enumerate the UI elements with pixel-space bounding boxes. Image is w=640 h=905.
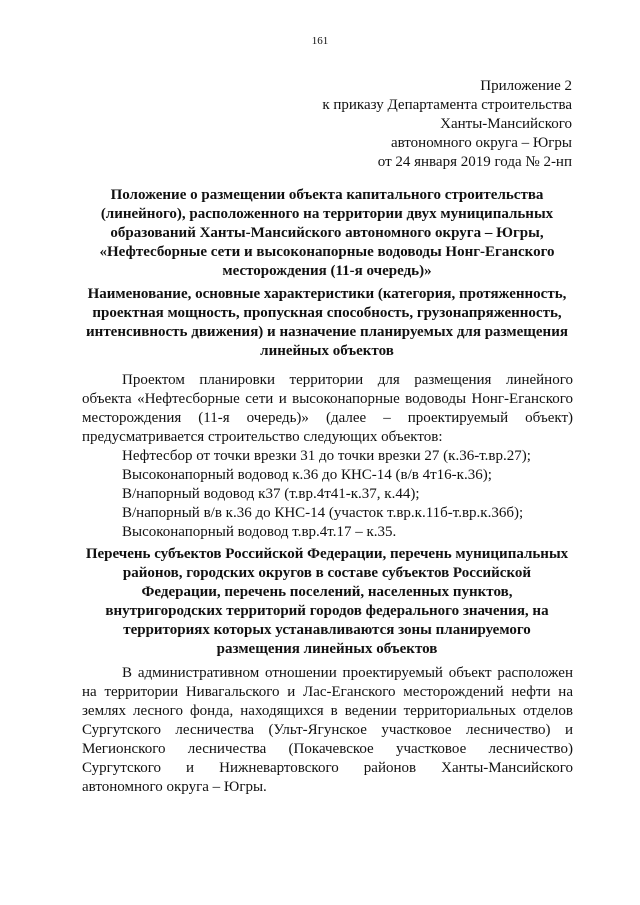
paragraph-line: объекта «Нефтесборные сети и высоконапорные водоводы Нонг-Еганского (82, 391, 573, 407)
paragraph-line: месторождения (11-я очередь)» (далее – проектируемый объект) (82, 410, 573, 426)
heading-line: внутригородских территорий городов федерального значения, на (105, 603, 549, 619)
heading-line: Федерации, перечень поселений, населенных пунктов, (141, 584, 513, 600)
heading-line: территориях которых устанавливаются зоны планируемого (123, 622, 531, 638)
object-list-item: Высоконапорный водовод к.36 до КНС-14 (в/в 4т16-к.36); (122, 467, 492, 483)
heading-line: Наименование, основные характеристики (категория, протяженность, (87, 286, 567, 302)
paragraph-line: землях лесного фонда, находящихся в ведении территориальных отделов (82, 703, 573, 719)
paragraph-line: автономного округа – Югры. (82, 779, 267, 795)
object-list-item: В/напорный водовод к37 (т.вр.4т41-к.37, к.44); (122, 486, 420, 502)
heading-line: интенсивность движения) и назначение планируемых для размещения (86, 324, 568, 340)
paragraph-line: Сургутского лесничества (Ульт-Ягунское участковое лесничество) и (82, 722, 573, 738)
characteristics-paragraph (82, 371, 573, 542)
title-line: месторождения (11-я очередь)» (222, 263, 432, 279)
title-line: Положение о размещении объекта капитального строительства (110, 187, 544, 203)
paragraph-line: В административном отношении проектируемый объект расположен (122, 665, 573, 681)
appendix-line: автономного округа – Югры (390, 135, 572, 151)
page-number: 161 (311, 35, 329, 47)
paragraph-line: Мегионского лесничества (Покачевское участковое лесничество) (82, 741, 573, 757)
paragraph-line: на территории Нивагальского и Лас-Еганского месторождений нефти на (82, 684, 573, 700)
object-list-item: Высоконапорный водовод т.вр.4т.17 – к.35. (122, 524, 397, 540)
heading-line: районов, городских округов в составе субъектов Российской (122, 565, 532, 581)
heading-line: линейных объектов (260, 343, 394, 359)
appendix-line: Приложение 2 (480, 78, 572, 94)
paragraph-line: Сургутского и Нижневартовского районов Ханты-Мансийского (82, 760, 573, 776)
appendix-line: от 24 января 2019 года № 2-нп (377, 154, 572, 170)
territories-paragraph (82, 664, 573, 797)
section-heading-characteristics (80, 285, 574, 361)
heading-line: проектная мощность, пропускная способность, грузонапряженность, (92, 305, 562, 321)
object-list-item: Нефтесбор от точки врезки 31 до точки врезки 27 (к.36-т.вр.27); (122, 448, 531, 464)
paragraph-line: Проектом планировки территории для размещения линейного (122, 372, 573, 388)
appendix-line: к приказу Департамента строительства (322, 97, 572, 113)
document-title (80, 186, 574, 281)
heading-line: Перечень субъектов Российской Федерации, перечень муниципальных (85, 546, 569, 562)
title-line: образований Ханты-Мансийского автономного округа – Югры, (110, 225, 544, 241)
section-heading-territories (80, 545, 574, 659)
object-list-item: В/напорный в/в к.36 до КНС-14 (участок т.вр.к.11б-т.вр.к.36б); (122, 505, 524, 521)
appendix-block (282, 77, 572, 172)
title-line: (линейного), расположенного на территории двух муниципальных (100, 206, 554, 222)
heading-line: размещения линейных объектов (216, 641, 438, 657)
paragraph-line: предусматривается строительство следующих объектов: (82, 429, 443, 445)
title-line: «Нефтесборные сети и высоконапорные водоводы Нонг-Еганского (99, 244, 555, 260)
appendix-line: Ханты-Мансийского (440, 116, 572, 132)
